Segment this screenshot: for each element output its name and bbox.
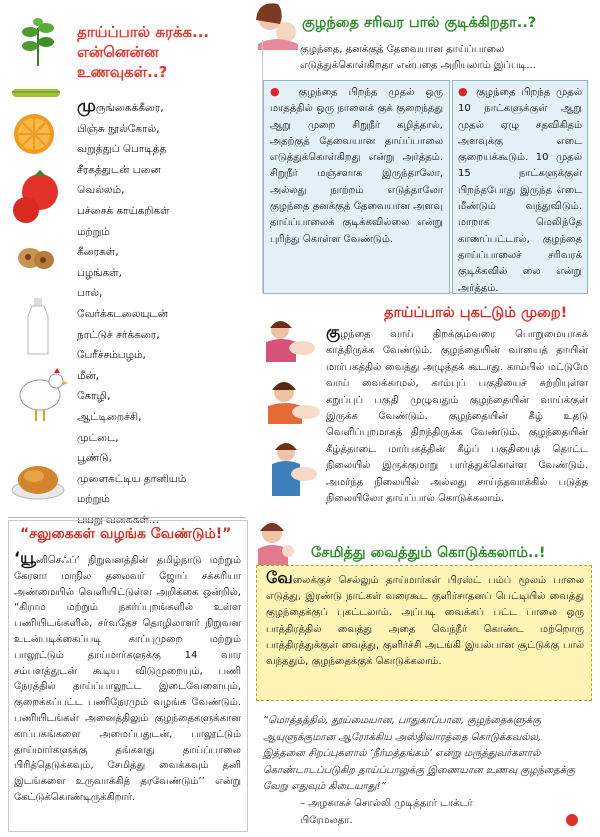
hen-icon <box>12 365 68 427</box>
food-item: வறுத்துப் பொடித்த <box>77 143 167 156</box>
food-item: பழங்கள், <box>77 266 122 279</box>
food-item: சீரகத்துடன் பனை <box>77 163 161 176</box>
storage-body-text: வேலைக்குச் செல்லும் தாய்மார்கள் பிரஸ்ட் பம்ப் மூலம் பாலை எடுத்து, இரண்டு நாட்கள் வரைகூட குளிர்சாதனப் பெட்டியில் வைத்து குழந்தைக்குப் புகட்டலாம். அப்படி வைக்கப் பட்ட பாலை ஒரு பாத்திரத்தில் வைத்து அதை வெந்நீர் கொண்ட மற்றொரு பாத்திரத்துக்குள் வைத்து, குளிர்ச்சி அடங்கி இயல்பான சூட்டுக்கு பால் வந்ததும், குழந்தைக்குக் கொடுக்கலாம். <box>266 568 584 668</box>
orange-slice-icon <box>12 112 56 160</box>
concessions-body <box>14 550 241 806</box>
food-item: பயறு வகைகள்... <box>77 513 159 526</box>
food-item: வேர்க்கடலையுடன் <box>77 307 168 320</box>
food-item: பூண்டு, <box>77 452 112 465</box>
food-item: பிஞ்சு நூல்கோல், <box>77 122 160 135</box>
chicken-dish-icon <box>10 452 66 506</box>
tomato-icon <box>10 170 62 230</box>
drumstick-icon <box>12 85 60 104</box>
drinking-left-panel <box>263 80 450 294</box>
food-title-line: உணவுகள்..? <box>77 63 168 81</box>
concessions-body-text: ‘யூனிசெஃப்’ நிறுவனத்தின் தமிழ்நாடு மற்றும் கேரளா மாநில தலைவர் ஜோப் சக்கரியா அண்மையில் வெளியிட்டுள்ள அறிக்கை ஒன்றில், “கிராம மற்றும் நகர்ப்புறங்களில் உள்ள பணியிடங்களில், சர்வதேச தொழிலாளர் நிறுவன உடன்படிக்கைப்படி காப்புமுறை மற்றும் பாலூட்டும் தாய்மார்களுக்கு 14 வார சம்பளத்துடன் கூடிய விடுமுறையும், பணி நேரத்தில் தாய்ப்பாலூட்ட இடைவேளையும், குறைக்கப்பட்ட பணிநேரமும் வழங்க வேண்டும். பணியிடங்கள் அனைத்திலும் குழந்தைகளுக்கான காப்பகங்களை அமைப்பதுடன், பாலூட்டும் தாய்மார்களுக்கு தங்களது தாய்ப்பாலை பிரித்தெடுக்கவும், சேமித்து வைக்கவும் தனி இடங்களை உருவாக்கித் தரவேண்டும்’’ என்று கேட்டுக்கொண்டிருக்கிறார். <box>14 548 241 803</box>
drinking-right-panel <box>452 80 588 294</box>
food-item: மற்றும் <box>77 493 110 506</box>
food-item: ஆட்டிறைச்சி, <box>77 410 142 423</box>
food-item: முளைகட்டிய தானியம் <box>77 472 187 485</box>
feeding-body <box>326 324 588 507</box>
feeding-body-text: குழந்தை வாய் திறக்கும்வரை பொறுமையாகக் காத்திருக்க வேண்டும். குழந்தையின் வாயைத் தாயின் மார்பகத்தில் வைத்து அழுத்தக் கூடாது. காம்பில் மட்டுமே வாய் வைக்காமல், காம்புப் பகுதியைச் சுற்றியுள்ள கறுப்புப் பகுதி முழுவதும் குழந்தையின் வாய்க்குள் இருக்க வேண்டும். குழந்தையின் கீழ் உதடு வெளிப்புறமாகத் திறந்திருக்க வேண்டும். குழந்தையின் கீழ்த்தாடை மார்பகத்தின் கீழ்ப் பகுதியைத் தொட்ட நிலையில் இருக்குமாறு பார்த்துக்கொள்ள வேண்டும். அமர்ந்த நிலையில் அல்லது சாய்ந்தவாக்கில் படுத்த நிலையிலோ தாய்ப்பால் கொடுக்கலாம். <box>326 322 588 505</box>
food-item: வெல்லம், <box>77 184 125 197</box>
milk-bottle-icon <box>26 298 50 360</box>
attribution-line: – அழகாகச் சொல்லி முடித்தார் டாக்டர் <box>300 798 473 809</box>
food-item: மீன், <box>77 369 99 382</box>
food-item: முட்டை, <box>77 431 119 444</box>
feeding-position-illustration-2 <box>262 378 322 430</box>
food-list <box>77 96 217 530</box>
food-section-title <box>77 22 217 82</box>
drinking-right-text: குழந்தை பிறந்த முதல் 10 நாட்களுக்குள் ஆறு முதல் ஏழு சதவிகிதம் அளவுக்கு எடை குறையக்கூடும். 10 முதல் 15 நாட்களுக்குள் பிறந்தபோது இருந்த எடை மீண்டும் வந்துவிடும். மாறாக மெலிந்தே காணப்பட்டால், குழந்தை தாய்ப்பாலைச் சரிவரக் குடிக்கவில் லை என்று அர்த்தம். <box>458 87 583 294</box>
storage-heading: சேமித்து வைத்தும் கொடுக்கலாம்..! <box>311 545 546 561</box>
food-item: பச்சைக் காய்கறிகள் <box>77 204 170 217</box>
food-item: கோழி, <box>77 390 111 403</box>
left-divider <box>8 517 246 518</box>
drinking-section-heading: குழந்தை சரிவர பால் குடிக்கிறதா..? <box>302 15 537 31</box>
peanut-icon <box>16 243 56 277</box>
doctor-quote <box>263 713 586 796</box>
drinking-intro <box>300 42 582 74</box>
end-marker-icon <box>566 814 578 826</box>
food-item: மற்றும் <box>77 225 110 238</box>
drinking-intro-text: குழந்தை, தனக்குத் தேவையான தாய்ப்பாலை எடுத்துக்கொள்கிறதா என்பதை அறியலாம் இப்படி... <box>300 44 536 71</box>
feeding-section-heading: தாய்ப்பால் புகட்டும் முறை! <box>384 305 568 321</box>
drinking-left-text: குழந்தை பிறந்த முதல் ஒரு மாதத்தில் ஒரு நாளைக் குக் குறைந்தது ஆறு முறை சிறுநீர் கழித்தால், அதற்குத் தேவையான தாய்ப்பாலை எடுத்துக்கொள்கிறது என்று அர்த்தம். சிறுநீர் மஞ்சளாக இருந்தாலோ, அல்லது நாற்றம் எடுத்தாலோ குழந்தை தனக்குத் தேவையான அளவு தாய்ப்பாலைக் குடிக்கவில்லை என்று புரிந்து கொள்ள வேண்டும். <box>270 87 443 245</box>
bullet-icon: ● <box>270 85 288 98</box>
storage-body <box>266 570 584 670</box>
feeding-position-illustration-3 <box>266 440 322 502</box>
food-item: பேரீச்சம்பழம், <box>77 349 146 362</box>
attribution-line: பிரேமலதா. <box>300 814 353 826</box>
food-title-line: என்னென்ன <box>77 43 159 61</box>
food-item: நாட்டுச் சர்க்கரை, <box>77 328 160 341</box>
doctor-quote-text: “மொத்தத்தில், தூய்மையான, பாதுகாப்பான, குழந்தைகளுக்கு ஆயுளுக்குமான ஆரோக்கிய அஸ்திவாரத்தை கொடுக்கவல்ல, இத்தனை சிறப்புகளால் ‘நீர்மத்தங்கம்’ என்று மருத்துவர்களால் கொண்டாடப்படுகிற தாய்ப்பாலுக்கு இணையான உணவு குழந்தைக்கு வேறு எதுவும் கிடையாது!” <box>263 715 576 792</box>
concessions-heading: “சலுகைகள் வழங்க வேண்டும்!” <box>20 526 232 542</box>
food-item: பால், <box>77 287 103 300</box>
food-item: முருங்கைக்கீரை, <box>77 96 164 116</box>
food-title-line: தாய்ப்பால் சுரக்க... <box>77 23 210 41</box>
mother-pumping-illustration <box>256 519 296 565</box>
food-item: கீரைகள், <box>77 246 119 259</box>
quote-attribution <box>300 796 560 829</box>
feeding-position-illustration-1 <box>262 318 318 366</box>
herb-leaves-icon <box>18 18 58 68</box>
bullet-icon: ● <box>458 85 471 98</box>
